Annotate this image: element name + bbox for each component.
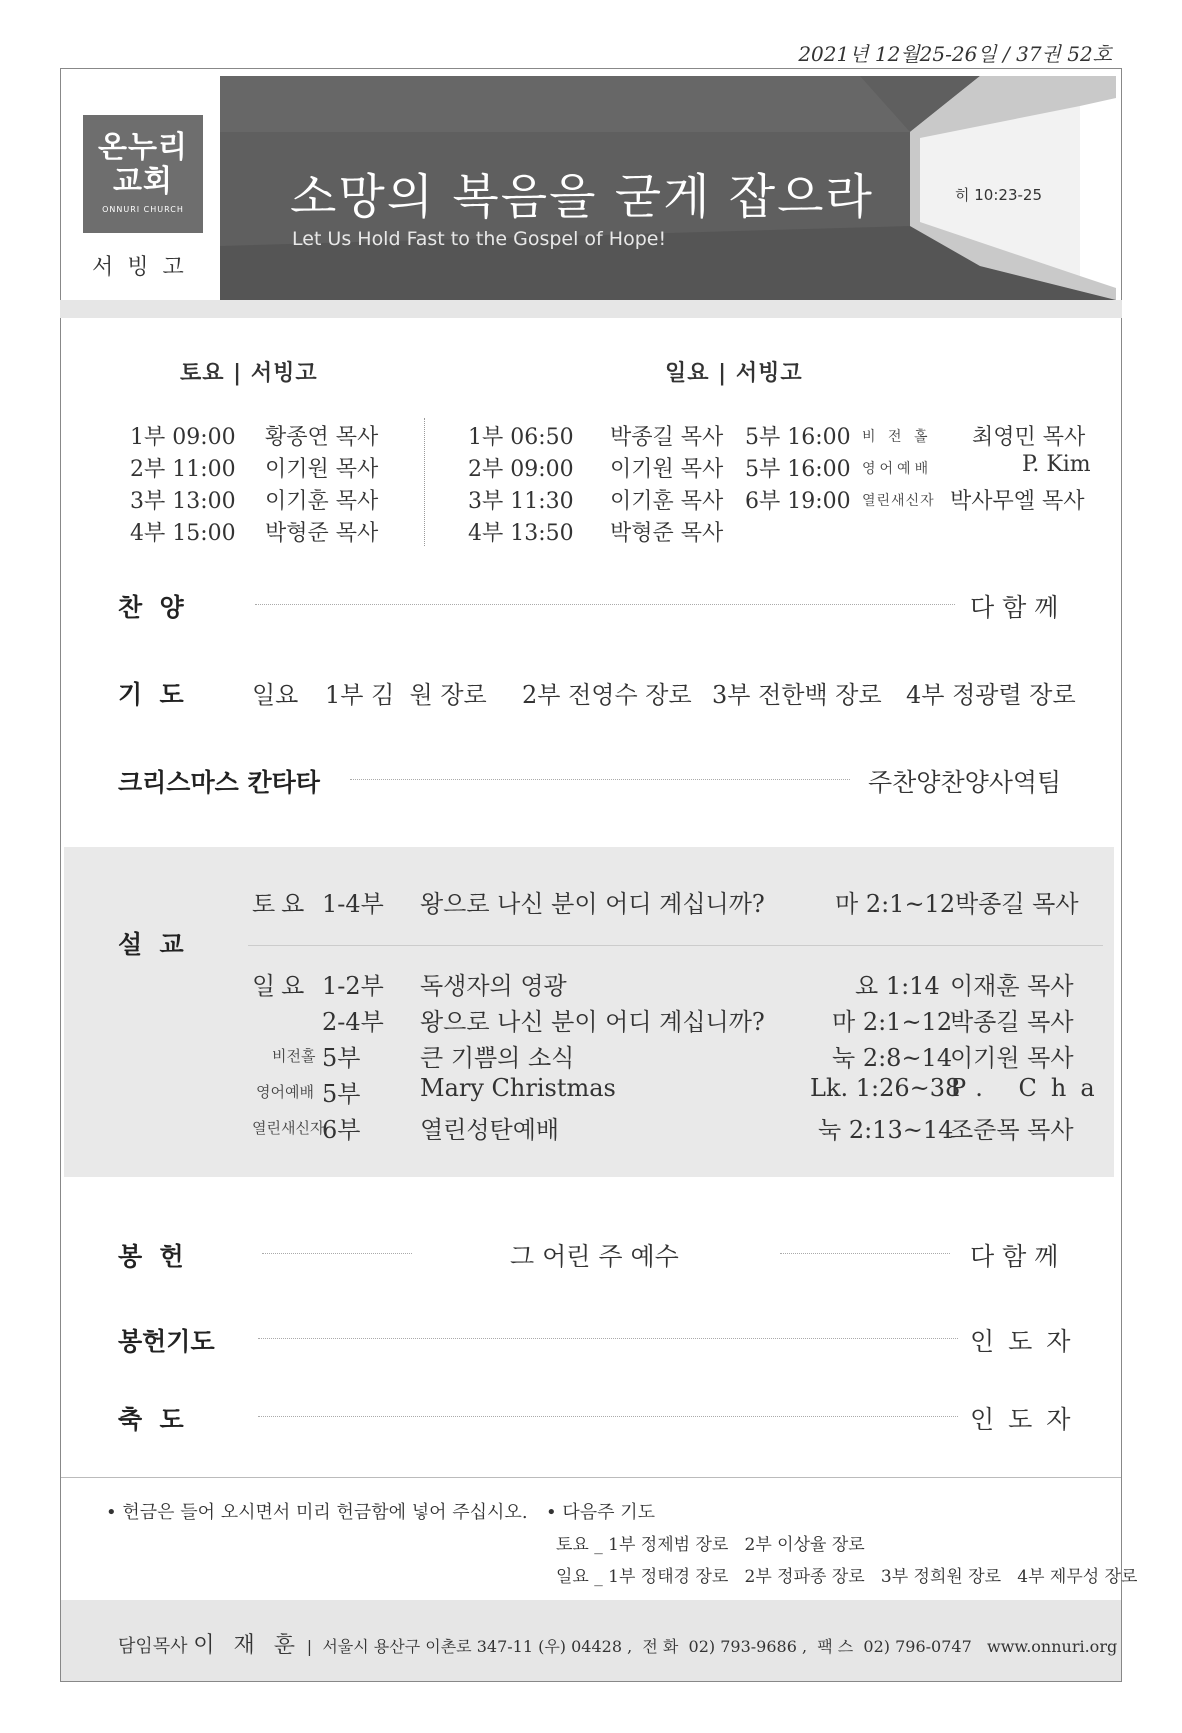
- offering-note: • 헌금은 들어 오시면서 미리 헌금함에 넣어 주십시오.: [106, 1502, 528, 1523]
- sermon-day: 토요: [252, 890, 311, 918]
- sermon-part: 5부: [322, 1044, 361, 1072]
- next-week-title: • 다음주 기도: [546, 1502, 656, 1523]
- sermon-preacher: P. Cha: [950, 1074, 1109, 1102]
- sermon-title: 열린성탄예배: [420, 1116, 560, 1144]
- service-time: 1부 09:00: [130, 425, 236, 450]
- prayer-item: 3부 전한백 장로: [712, 681, 882, 709]
- praise-label: 찬 양: [118, 593, 184, 622]
- prayer-item: 4부 정광렬 장로: [906, 681, 1076, 709]
- sunday-heading: 일요 | 서빙고: [665, 360, 803, 386]
- sermon-part: 6부: [322, 1116, 361, 1144]
- offering-value: 다함께: [970, 1242, 1067, 1271]
- scripture-reference: 히 10:23-25: [955, 186, 1042, 204]
- service-time: 5부 16:00: [745, 457, 851, 482]
- next-week-saturday: 토요 _ 1부 정제범 장로 2부 이상율 장로: [556, 1535, 865, 1555]
- service-venue: 비 전 홀: [862, 429, 932, 445]
- service-pastor: 박사무엘 목사: [950, 489, 1085, 514]
- footer: [118, 1628, 1117, 1659]
- service-pastor: 이기원 목사: [265, 457, 379, 482]
- logo-line1: 온누리: [98, 130, 188, 165]
- sermon-theme-subtitle: Let Us Hold Fast to the Gospel of Hope!: [292, 228, 667, 250]
- saturday-heading: 토요 | 서빙고: [180, 360, 318, 386]
- sermon-theme-title: 소망의 복음을 굳게 잡으라: [290, 169, 874, 225]
- service-venue: 열린새신자: [862, 493, 935, 509]
- sermon-venue: 열린새신자: [252, 1119, 325, 1137]
- sermon-verse: 마 2:1~12: [835, 890, 956, 918]
- sermon-preacher: 조준목 목사: [950, 1116, 1074, 1144]
- prayer-item: 2부 전영수 장로: [522, 681, 692, 709]
- sermon-title: Mary Christmas: [420, 1074, 616, 1102]
- sermon-title: 독생자의 영광: [420, 972, 567, 1000]
- leader-dots: [255, 604, 955, 605]
- service-pastor: 이기원 목사: [610, 457, 724, 482]
- church-logo: [83, 115, 203, 233]
- service-time: 2부 09:00: [468, 457, 574, 482]
- service-time: 4부 15:00: [130, 521, 236, 546]
- offering-prayer-label: 봉헌기도: [118, 1327, 215, 1356]
- next-week-sunday: 일요 _ 1부 정태경 장로 2부 정파종 장로 3부 정희원 장로 4부 제무성 장로: [556, 1567, 1138, 1587]
- prayer-item: 1부 김 원 장로: [325, 681, 487, 709]
- service-time: 5부 16:00: [745, 425, 851, 450]
- offering-hymn: 그 어린 주 예수: [510, 1242, 679, 1271]
- sermon-title: 큰 기쁨의 소식: [420, 1044, 575, 1072]
- prayer-label: 기 도: [118, 680, 184, 709]
- cantata-value: 주찬양찬양사역팀: [868, 768, 1062, 797]
- sermon-part: 5부: [322, 1080, 361, 1108]
- pastor-name: 이 재 훈: [193, 1633, 302, 1658]
- issue-date: 2021년 12월25-26일 / 37권 52호: [798, 42, 1112, 66]
- sermon-venue: 비전홀: [272, 1047, 316, 1065]
- leader-dots: [258, 1416, 958, 1417]
- sermon-day: 일요: [252, 972, 311, 1000]
- sermon-part: 1-2부: [322, 972, 384, 1000]
- sermon-divider: [248, 945, 1103, 946]
- sermon-verse: 눅 2:13~14: [818, 1116, 954, 1144]
- header-divider: [60, 300, 1122, 318]
- praise-value: 다함께: [970, 593, 1067, 622]
- service-pastor: 박종길 목사: [610, 425, 724, 450]
- sermon-preacher: 박종길 목사: [950, 1008, 1074, 1036]
- leader-dots: [262, 1253, 412, 1254]
- service-time: 6부 19:00: [745, 489, 851, 514]
- pastor-title: 담임목사: [118, 1636, 188, 1657]
- sermon-title: 왕으로 나신 분이 어디 계십니까?: [420, 890, 765, 918]
- service-time: 2부 11:00: [130, 457, 236, 482]
- sermon-label: 설 교: [118, 930, 184, 959]
- service-pastor: 박형준 목사: [610, 521, 724, 546]
- leader-dots: [258, 1338, 958, 1339]
- service-pastor: P. Kim: [1022, 452, 1091, 477]
- sermon-part: 2-4부: [322, 1008, 384, 1036]
- cantata-label: 크리스마스 칸타타: [118, 768, 320, 797]
- church-address: | 서울시 용산구 이촌로 347-11 (우) 04428 , 전 화 02) 793-9686 , 팩 스 02) 796-0747 www.onnuri.org: [306, 1637, 1118, 1656]
- logo-line2: 교회: [113, 164, 173, 199]
- sermon-preacher: 이재훈 목사: [950, 972, 1074, 1000]
- service-pastor: 최영민 목사: [972, 425, 1086, 450]
- sermon-verse: 마 2:1~12: [832, 1008, 953, 1036]
- service-pastor: 이기훈 목사: [265, 489, 379, 514]
- service-time: 1부 06:50: [468, 425, 574, 450]
- offering-label: 봉 헌: [118, 1242, 184, 1271]
- offering-prayer-value: 인도자: [970, 1327, 1085, 1356]
- church-location: 서빙고: [92, 255, 198, 280]
- sermon-verse: 눅 2:8~14: [832, 1044, 953, 1072]
- service-time: 3부 11:30: [468, 489, 574, 514]
- notes-divider: [61, 1477, 1121, 1478]
- service-pastor: 박형준 목사: [265, 521, 379, 546]
- sermon-venue: 영어예배: [256, 1083, 314, 1101]
- service-venue: 영어예배: [862, 461, 933, 477]
- sermon-part: 1-4부: [322, 890, 384, 918]
- sermon-title: 왕으로 나신 분이 어디 계십니까?: [420, 1008, 765, 1036]
- column-divider: [424, 418, 425, 546]
- logo-sub: ONNURI CHURCH: [102, 205, 184, 214]
- service-time: 3부 13:00: [130, 489, 236, 514]
- prayer-day: 일요: [252, 681, 299, 709]
- service-pastor: 황종연 목사: [265, 425, 379, 450]
- sermon-verse: Lk. 1:26~38: [810, 1074, 961, 1102]
- leader-dots: [780, 1253, 950, 1254]
- sermon-verse: 요 1:14: [855, 972, 940, 1000]
- benediction-label: 축 도: [118, 1405, 184, 1434]
- sermon-preacher: 박종길 목사: [955, 890, 1079, 918]
- benediction-value: 인도자: [970, 1405, 1085, 1434]
- service-pastor: 이기훈 목사: [610, 489, 724, 514]
- service-time: 4부 13:50: [468, 521, 574, 546]
- sermon-preacher: 이기원 목사: [950, 1044, 1074, 1072]
- leader-dots: [350, 779, 850, 780]
